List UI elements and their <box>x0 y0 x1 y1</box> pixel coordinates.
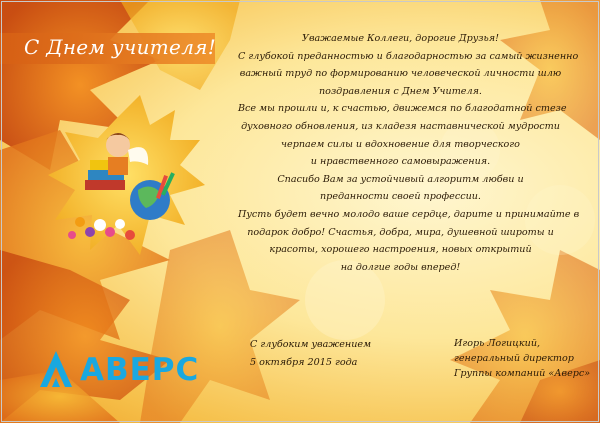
letter-line: на долгие годы вперед! <box>340 261 461 273</box>
company-logo-text: АВЕРС <box>80 352 200 388</box>
signature-position: генеральный директор <box>454 353 574 364</box>
letter-line: С глубокой преданностью и благодарностью за самый жизненно <box>238 50 579 62</box>
signature-name: Игорь Логицкий, <box>454 338 541 349</box>
letter-line: важный труд по формированию человеческой личности шлю <box>239 68 562 80</box>
letter-line: Уважаемые Коллеги, дорогие Друзья! <box>302 33 499 44</box>
letter-line: Пусть будет вечно молодо ваше сердце, дарите и принимайте в <box>238 208 580 220</box>
letter-line: Все мы прошли и, к счастью, движемся по благодатной стезе <box>238 103 567 115</box>
signature-block <box>454 336 590 381</box>
letter-line: подарок добро! Счастья, добра, мира, душевной широты и <box>247 226 554 238</box>
letter-line: черпаем силы и вдохновение для творческого <box>281 138 520 150</box>
closing-text: С глубоким уважением <box>250 339 372 350</box>
letter-line: духовного обновления, из кладезя наставнической мудрости <box>241 120 560 132</box>
letter-line: и нравственного самовыражения. <box>310 156 491 168</box>
date-text: 5 октября 2015 года <box>250 356 358 368</box>
closing-block <box>250 336 371 371</box>
letter-line: Спасибо Вам за устойчивый алгоритм любви и <box>277 173 524 185</box>
letter-line: преданности своей профессии. <box>320 191 481 203</box>
card-title: С Днем учителя! <box>24 35 217 59</box>
signature-company: Группы компаний «Аверс» <box>454 368 591 379</box>
letter-line: красоты, хорошего настроения, новых открытий <box>269 244 532 256</box>
letter-line: поздравления с Днем Учителя. <box>319 85 482 97</box>
greeting-letter <box>238 30 580 276</box>
